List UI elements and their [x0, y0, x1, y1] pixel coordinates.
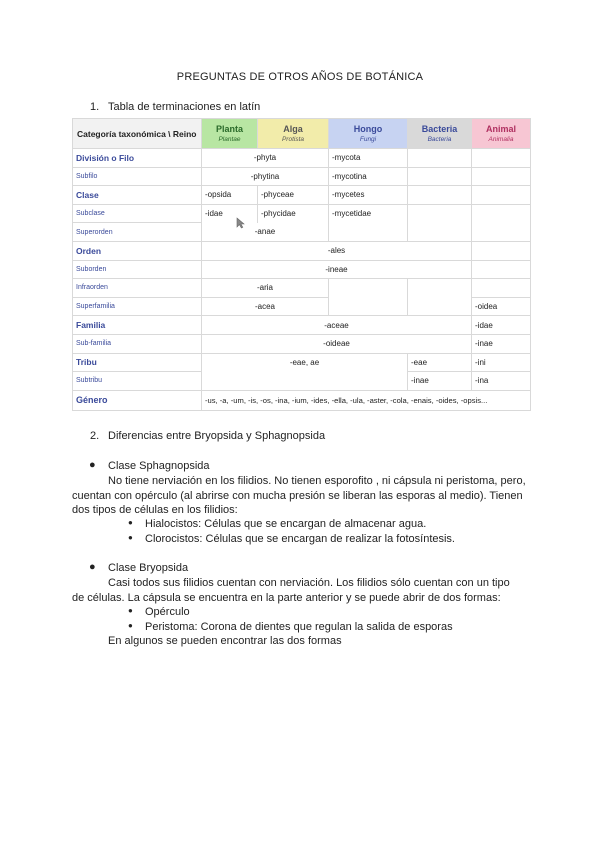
section-2-number: 2. — [90, 430, 100, 442]
bryopsida-bullet — [89, 561, 189, 574]
bullet-icon: ● — [128, 533, 133, 542]
peristoma-text: Peristoma: Corona de dientes que regulan la salida de esporas — [145, 621, 453, 633]
header-alga-label: Alga — [283, 124, 303, 134]
cell-subfilo-bacteria — [408, 167, 472, 186]
cell-infraorden-bacteria — [408, 279, 472, 316]
section-1-heading — [90, 101, 260, 113]
cell-subclase-bacteria — [408, 204, 472, 241]
table-header-row — [73, 119, 531, 149]
rank-tribu: Tribu — [73, 353, 202, 372]
bryopsida-line-1: Casi todos sus filidios cuentan con nerviación. Los filidios sólo cuentan con un tipo — [108, 577, 510, 589]
bullet-icon: ● — [128, 606, 133, 615]
table-row — [73, 372, 531, 391]
cell-infraorden-animal — [472, 279, 531, 298]
header-hongo — [329, 119, 408, 149]
clorocistos-text: Clorocistos: Células que se encargan de realizar la fotosíntesis. — [145, 533, 455, 545]
header-hongo-sub: Fungi — [359, 136, 377, 143]
peristoma-item — [128, 621, 453, 633]
cell-division-plant-alga: -phyta — [202, 149, 329, 168]
cell-orden-value: -ales — [202, 241, 472, 260]
section-1-text: Tabla de terminaciones en latín — [108, 101, 261, 113]
rank-infraorden: Infraorden — [73, 279, 202, 298]
header-bacteria — [408, 119, 472, 149]
cell-clase-hongo: -mycetes — [329, 186, 408, 205]
cell-superorden-plant-alga: -anae — [202, 223, 329, 242]
cell-orden-animal — [472, 241, 531, 260]
header-planta-sub: Plantae — [218, 136, 241, 143]
rank-familia: Familia — [73, 316, 202, 335]
cell-subtribu-animal: -ina — [472, 372, 531, 391]
cell-subfilo-plant-alga: -phytina — [202, 167, 329, 186]
cell-subclase-planta: -idae — [202, 204, 258, 223]
bryopsida-line-3: En algunos se pueden encontrar las dos formas — [108, 635, 342, 647]
cell-subfamilia-value: -oideae — [202, 334, 472, 353]
cell-subfilo-animal — [472, 167, 531, 186]
table-row — [73, 279, 531, 298]
cell-division-animal — [472, 149, 531, 168]
cell-tribu-bacteria: -eae — [408, 353, 472, 372]
table-row — [73, 334, 531, 353]
bullet-icon: ● — [128, 518, 133, 527]
rank-superorden: Superorden — [73, 223, 202, 242]
header-alga — [258, 119, 329, 149]
header-bacteria-label: Bacteria — [421, 124, 458, 134]
sphagnopsida-line-1: No tiene nerviación en los filidios. No tienen esporofito , ni cápsula ni peristoma, pero, — [108, 475, 526, 487]
table-row — [73, 241, 531, 260]
cell-clase-planta: -opsida — [202, 186, 258, 205]
rank-suborden: Suborden — [73, 260, 202, 279]
header-animal-sub: Animalia — [488, 136, 514, 143]
cell-superfamilia-animal: -oidea — [472, 297, 531, 316]
rank-subclase: Subclase — [73, 204, 202, 223]
cell-clase-animal — [472, 186, 531, 205]
sphagnopsida-label: Clase Sphagnopsida — [108, 460, 210, 472]
cell-subclase-hongo: -mycetidae — [329, 204, 408, 241]
cell-tribu-value: -eae, ae — [202, 353, 408, 372]
cell-subclase-animal — [472, 204, 531, 241]
rank-subfamilia: Sub-familia — [73, 334, 202, 353]
header-animal — [472, 119, 531, 149]
hialocistos-text: Hialocistos: Células que se encargan de almacenar agua. — [145, 518, 427, 530]
bullet-icon: ● — [128, 621, 133, 630]
cell-subtribu-empty — [202, 372, 408, 391]
cell-infraorden-value: -aria — [202, 279, 329, 298]
bryopsida-line-2: de células. La cápsula se encuentra en la parte anterior y se puede abrir de dos formas: — [72, 592, 501, 604]
table-row — [73, 316, 531, 335]
cell-subclase-alga: -phycidae — [258, 204, 329, 223]
table-row — [73, 167, 531, 186]
sphagnopsida-line-3: dos tipos de células en los filidios: — [72, 504, 238, 516]
cell-tribu-animal: -ini — [472, 353, 531, 372]
rank-subtribu: Subtribu — [73, 372, 202, 391]
cell-division-hongo: -mycota — [329, 149, 408, 168]
page-title: PREGUNTAS DE OTROS AÑOS DE BOTÁNICA — [176, 71, 424, 83]
section-2-heading — [90, 430, 325, 442]
rank-superfamilia: Superfamilia — [73, 297, 202, 316]
header-bacteria-sub: Bacteria — [427, 136, 452, 143]
cell-subtribu-bacteria: -inae — [408, 372, 472, 391]
operculo-text: Opérculo — [145, 606, 190, 618]
table-row — [73, 149, 531, 168]
header-planta — [202, 119, 258, 149]
cell-subfamilia-animal: -inae — [472, 334, 531, 353]
header-alga-sub: Protista — [281, 136, 305, 143]
mouse-pointer-icon — [236, 217, 245, 229]
table-row — [73, 260, 531, 279]
bullet-icon: ● — [89, 561, 96, 573]
cell-genero-value: -us, -a, -um, -is, -os, -ina, -ium, -ides, -ella, -ula, -aster, -cola, -enais, -oides, -opsis... — [202, 390, 531, 410]
operculo-item — [128, 606, 190, 618]
header-category: Categoría taxonómica \ Reino — [73, 119, 202, 149]
header-hongo-label: Hongo — [353, 124, 383, 134]
sphagnopsida-bullet — [89, 459, 210, 472]
cell-clase-alga: -phyceae — [258, 186, 329, 205]
latin-endings-table — [72, 118, 531, 411]
cell-subfilo-hongo: -mycotina — [329, 167, 408, 186]
cell-familia-value: -aceae — [202, 316, 472, 335]
cell-division-bacteria — [408, 149, 472, 168]
section-2-text: Diferencias entre Bryopsida y Sphagnopsida — [108, 430, 326, 442]
rank-orden: Orden — [73, 241, 202, 260]
header-planta-label: Planta — [215, 124, 243, 134]
table-row — [73, 390, 531, 410]
rank-genero: Género — [73, 390, 202, 410]
cell-suborden-animal — [472, 260, 531, 279]
section-1-number: 1. — [90, 101, 100, 113]
rank-clase: Clase — [73, 186, 202, 205]
hialocistos-item — [128, 518, 427, 530]
table-row — [73, 353, 531, 372]
bullet-icon: ● — [89, 459, 96, 471]
bryopsida-label: Clase Bryopsida — [108, 562, 189, 574]
sphagnopsida-line-2: cuentan con opérculo (al abrirse con mucha presión se liberan las esporas al medio). Tienen — [72, 490, 523, 502]
clorocistos-item — [128, 533, 455, 545]
cell-clase-bacteria — [408, 186, 472, 205]
cell-superfamilia-plant-alga: -acea — [202, 297, 329, 316]
table-row — [73, 204, 531, 223]
table-row — [73, 186, 531, 205]
header-animal-label: Animal — [485, 124, 516, 134]
cell-infraorden-hongo — [329, 279, 408, 316]
cell-suborden-value: -ineae — [202, 260, 472, 279]
rank-subfilo: Subfilo — [73, 167, 202, 186]
rank-division: División o Filo — [73, 149, 202, 168]
cell-familia-animal: -idae — [472, 316, 531, 335]
